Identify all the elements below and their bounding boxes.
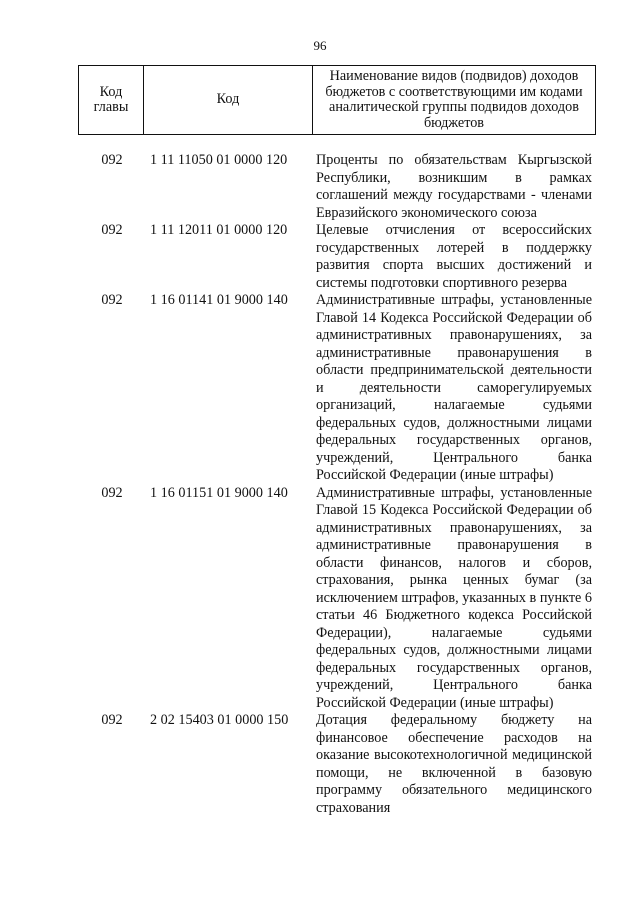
page-number: 96 bbox=[313, 38, 327, 53]
row-chapter-code: 092 bbox=[101, 222, 123, 238]
table-row bbox=[78, 292, 596, 485]
row-code: 1 11 11050 01 0000 120 bbox=[150, 152, 288, 168]
table-body bbox=[78, 152, 596, 817]
row-revenue-name: Проценты по обязательствам Кыргызской Республики, возникшим в рамках соглашений между государствами - членами Евразийского экономического союза bbox=[316, 152, 592, 221]
row-revenue-name: Дотация федеральному бюджету на финансовое обеспечение расходов на оказание высокотехнологичной медицинской помощи, не включенной в базовую программу обязательного медицинского страхования bbox=[316, 712, 592, 816]
row-chapter-code: 092 bbox=[101, 712, 123, 728]
row-code: 1 16 01141 01 9000 140 bbox=[150, 292, 288, 308]
header-code: Код bbox=[144, 66, 313, 135]
table-row bbox=[78, 712, 596, 817]
row-chapter-code: 092 bbox=[101, 484, 123, 501]
row-chapter-code: 092 bbox=[101, 152, 123, 168]
header-revenue-name: Наименование видов (подвидов) доходов бюджетов с соответствующими им кодами аналитической группы подвидов доходов бюджетов bbox=[313, 66, 596, 135]
table-header bbox=[78, 65, 596, 135]
row-code: 1 11 12011 01 0000 120 bbox=[150, 222, 288, 238]
row-revenue-name: Административные штрафы, установленные Главой 15 Кодекса Российской Федерации об административных правонарушениях, за административные правонарушения в области финансов, налогов и сборов, страхования, рынка ценных бумаг (за исключением штрафов, указанных в пункте 6 статьи 46 Бюджетного кодекса Российской Федерации), налагаемые судьями федеральных судов, должностными лицами федеральных государственных органов, учреждений, Центрального банка Российской Федерации (иные штрафы) bbox=[316, 484, 592, 711]
row-chapter-code: 092 bbox=[101, 292, 123, 308]
table-row bbox=[78, 485, 596, 713]
row-revenue-name: Административные штрафы, установленные Главой 14 Кодекса Российской Федерации об административных правонарушениях, за административные правонарушения в области предпринимательской деятельности и деятельности саморегулируемых организаций, налагаемые судьями федеральных судов, должностными лицами федеральных государственных органов, учреждений, Центрального банка Российской Федерации (иные штрафы) bbox=[316, 292, 592, 483]
table-row bbox=[78, 222, 596, 292]
row-code: 1 16 01151 01 9000 140 bbox=[150, 484, 288, 501]
row-revenue-name: Целевые отчисления от всероссийских государственных лотерей в поддержку развития спорта высших достижений и системы подготовки спортивного резерва bbox=[316, 222, 592, 291]
header-chapter-code: Код главы bbox=[79, 66, 144, 135]
table-row bbox=[78, 152, 596, 222]
row-code: 2 02 15403 01 0000 150 bbox=[150, 712, 289, 728]
